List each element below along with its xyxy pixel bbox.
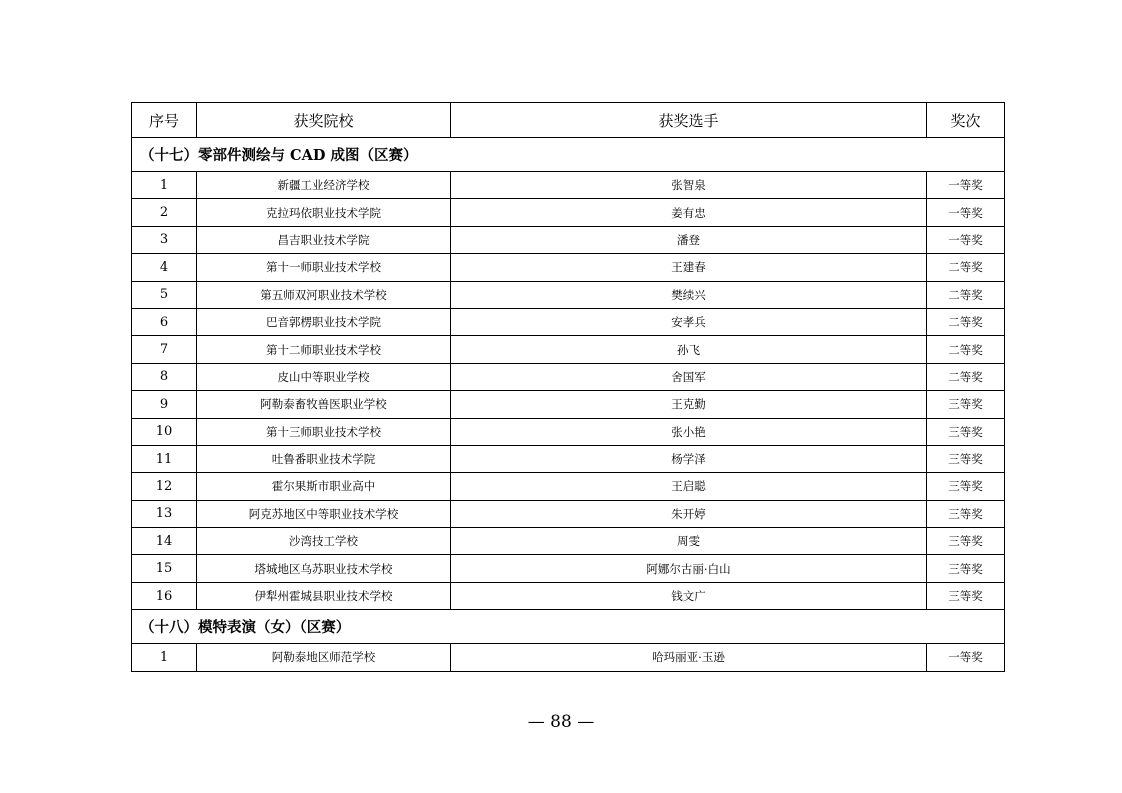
cell-player: 张小艳 [451, 418, 927, 445]
cell-school: 阿勒泰地区师范学校 [197, 644, 451, 671]
table-row [132, 555, 1005, 582]
cell-player: 哈玛丽亚·玉逊 [451, 644, 927, 671]
cell-rank: 三等奖 [927, 528, 1005, 555]
cell-school: 昌吉职业技术学院 [197, 226, 451, 253]
cell-school: 第五师双河职业技术学校 [197, 281, 451, 308]
cell-rank: 二等奖 [927, 308, 1005, 335]
cell-rank: 三等奖 [927, 473, 1005, 500]
cell-index: 12 [132, 473, 197, 500]
cell-rank: 三等奖 [927, 555, 1005, 582]
cell-rank: 三等奖 [927, 582, 1005, 609]
cell-index: 2 [132, 199, 197, 226]
cell-rank: 二等奖 [927, 281, 1005, 308]
cell-school: 第十三师职业技术学校 [197, 418, 451, 445]
table-row [132, 418, 1005, 445]
cell-index: 13 [132, 500, 197, 527]
cell-index: 15 [132, 555, 197, 582]
table-row [132, 336, 1005, 363]
cell-index: 8 [132, 363, 197, 390]
table-row [132, 644, 1005, 671]
header-school: 获奖院校 [197, 103, 451, 138]
section-title-row [132, 138, 1005, 172]
cell-index: 5 [132, 281, 197, 308]
table-row [132, 226, 1005, 253]
page-number: — 88 — [527, 712, 595, 732]
cell-player: 王建春 [451, 254, 927, 281]
cell-rank: 一等奖 [927, 226, 1005, 253]
cell-rank: 二等奖 [927, 254, 1005, 281]
table-row [132, 363, 1005, 390]
table-row [132, 391, 1005, 418]
cell-index: 9 [132, 391, 197, 418]
cell-school: 霍尔果斯市职业高中 [197, 473, 451, 500]
table-row [132, 473, 1005, 500]
cell-school: 吐鲁番职业技术学院 [197, 445, 451, 472]
cell-school: 阿克苏地区中等职业技术学校 [197, 500, 451, 527]
cell-index: 14 [132, 528, 197, 555]
cell-player: 王克勤 [451, 391, 927, 418]
cell-rank: 三等奖 [927, 391, 1005, 418]
cell-index: 11 [132, 445, 197, 472]
cell-player: 朱开婷 [451, 500, 927, 527]
cell-rank: 三等奖 [927, 418, 1005, 445]
cell-player: 王启聪 [451, 473, 927, 500]
cell-player: 钱文广 [451, 582, 927, 609]
cell-rank: 一等奖 [927, 199, 1005, 226]
cell-player: 张智泉 [451, 172, 927, 199]
cell-index: 16 [132, 582, 197, 609]
header-rank: 奖次 [927, 103, 1005, 138]
table-row [132, 528, 1005, 555]
cell-rank: 二等奖 [927, 363, 1005, 390]
cell-school: 克拉玛依职业技术学院 [197, 199, 451, 226]
header-index: 序号 [132, 103, 197, 138]
cell-school: 阿勒泰畜牧兽医职业学校 [197, 391, 451, 418]
cell-player: 安孝兵 [451, 308, 927, 335]
table-row [132, 582, 1005, 609]
table-row [132, 281, 1005, 308]
cell-rank: 一等奖 [927, 644, 1005, 671]
section-title: （十八）模特表演（女）（区赛） [132, 610, 1005, 644]
table-row [132, 172, 1005, 199]
cell-rank: 三等奖 [927, 500, 1005, 527]
cell-player: 潘登 [451, 226, 927, 253]
cell-school: 第十二师职业技术学校 [197, 336, 451, 363]
cell-rank: 一等奖 [927, 172, 1005, 199]
cell-player: 杨学泽 [451, 445, 927, 472]
cell-index: 1 [132, 172, 197, 199]
cell-school: 伊犁州霍城县职业技术学校 [197, 582, 451, 609]
cell-school: 巴音郭楞职业技术学院 [197, 308, 451, 335]
cell-player: 孙飞 [451, 336, 927, 363]
cell-rank: 三等奖 [927, 445, 1005, 472]
table-row [132, 254, 1005, 281]
table-row [132, 500, 1005, 527]
awards-table [131, 102, 1005, 672]
table-row [132, 199, 1005, 226]
cell-school: 皮山中等职业学校 [197, 363, 451, 390]
section-title: （十七）零部件测绘与 CAD 成图（区赛） [132, 138, 1005, 172]
cell-index: 4 [132, 254, 197, 281]
cell-index: 6 [132, 308, 197, 335]
header-player: 获奖选手 [451, 103, 927, 138]
header-row [132, 103, 1005, 138]
cell-school: 塔城地区乌苏职业技术学校 [197, 555, 451, 582]
cell-index: 1 [132, 644, 197, 671]
cell-player: 姜有忠 [451, 199, 927, 226]
cell-school: 第十一师职业技术学校 [197, 254, 451, 281]
cell-player: 舍国军 [451, 363, 927, 390]
section-title-row [132, 610, 1005, 644]
table-body [132, 138, 1005, 672]
table-row [132, 308, 1005, 335]
cell-school: 沙湾技工学校 [197, 528, 451, 555]
cell-rank: 二等奖 [927, 336, 1005, 363]
cell-school: 新疆工业经济学校 [197, 172, 451, 199]
cell-index: 3 [132, 226, 197, 253]
cell-index: 7 [132, 336, 197, 363]
table-row [132, 445, 1005, 472]
cell-index: 10 [132, 418, 197, 445]
cell-player: 周雯 [451, 528, 927, 555]
cell-player: 阿娜尔古丽·白山 [451, 555, 927, 582]
cell-player: 樊续兴 [451, 281, 927, 308]
